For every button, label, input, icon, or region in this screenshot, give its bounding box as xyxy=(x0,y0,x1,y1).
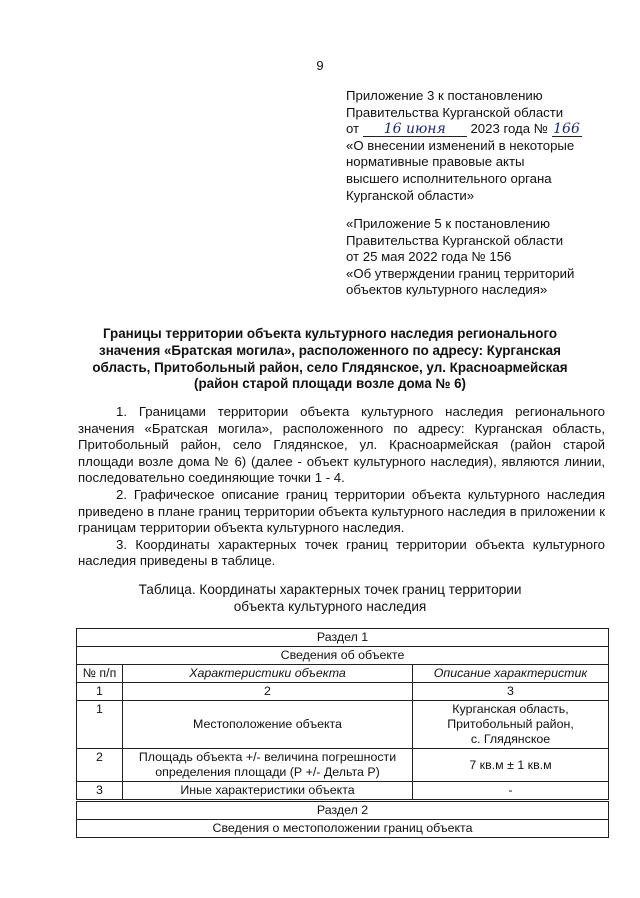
numbering-cell: 2 xyxy=(123,683,413,701)
characteristic-line: определения площади (Р +/- Дельта Р) xyxy=(155,765,380,779)
numbering-cell: 3 xyxy=(413,683,609,701)
title-line: (район старой площади возле дома № 6) xyxy=(193,376,467,392)
appendix-subject-line: Курганской области» xyxy=(346,187,475,203)
table-row xyxy=(77,647,609,665)
header-cell: № п/п xyxy=(77,665,123,683)
description-line: с. Глядянское xyxy=(470,732,551,746)
characteristic-line: Площадь объекта +/- величина погрешности xyxy=(138,750,397,764)
section-1-heading: Раздел 1 xyxy=(77,629,609,647)
header-cell: Описание характеристик xyxy=(413,665,609,683)
numbering-cell: 1 xyxy=(77,683,123,701)
paragraph-2: 2. Графическое описание границ территории объекта культурного наследия приведено в плане границ территории объекта культурного наследия в приложении к границам территории объекта культурного наследия. xyxy=(78,486,605,536)
paragraph-3: 3. Координаты характерных точек границ территории объекта культурного наследия приведены в таблице. xyxy=(78,536,605,569)
title-line: область, Притобольный район, село Глядянское, ул. Красноармейская xyxy=(92,359,568,375)
row-description xyxy=(413,701,609,749)
date-middle: 2023 года № xyxy=(470,121,548,137)
row-characteristic: Иные характеристики объекта xyxy=(123,782,413,801)
row-characteristic xyxy=(123,749,413,782)
title-line: Границы территории объекта культурного наследия регионального xyxy=(102,326,558,341)
table-caption xyxy=(70,582,590,615)
table-row xyxy=(77,801,609,820)
table-row xyxy=(77,701,609,749)
appendix-line: объектов культурного наследия» xyxy=(346,282,548,298)
table-row xyxy=(77,782,609,801)
header-cell: Характеристики объекта xyxy=(123,665,413,683)
section-2-subtitle: Сведения о местоположении границ объекта xyxy=(77,820,609,838)
page-number: 9 xyxy=(316,58,324,73)
appendix-current-header xyxy=(346,88,616,204)
row-number: 2 xyxy=(77,749,123,782)
date-prefix: от xyxy=(346,121,360,137)
handwritten-number: 166 xyxy=(553,121,580,138)
table-row xyxy=(77,629,609,647)
description-line: Притобольный район, xyxy=(447,717,574,731)
document-title xyxy=(70,326,590,393)
appendix-date-line xyxy=(346,121,616,138)
appendix-line: от 25 мая 2022 года № 156 xyxy=(346,249,512,265)
appendix-subject-line: высшего исполнительного органа xyxy=(346,170,552,186)
appendix-line: Приложение 3 к постановлению xyxy=(346,88,543,103)
appendix-line: «Приложение 5 к постановлению xyxy=(346,216,550,231)
appendix-line: Правительства Курганской области xyxy=(346,104,564,120)
table-row xyxy=(77,749,609,782)
caption-line: Таблица. Координаты характерных точек границ территории xyxy=(138,582,522,597)
appendix-subject-line: нормативные правовые акты xyxy=(346,154,525,170)
row-number: 3 xyxy=(77,782,123,801)
row-description: - xyxy=(413,782,609,801)
paragraph-1: 1. Границами территории объекта культурного наследия регионального значения «Братская могила», расположенного по адресу: Курганская область, Притобольный район, село Глядянское, ул. Красноармейская (район старой площади возле дома № 6) (далее - объект культурного наследия), являются линии, последовательно соединяющие точки 1 - 4. xyxy=(78,404,605,486)
appendix-line: «Об утверждении границ территорий xyxy=(346,265,575,281)
table-row xyxy=(77,820,609,838)
row-number: 1 xyxy=(77,701,123,749)
appendix-subject-line: «О внесении изменений в некоторые xyxy=(346,137,575,153)
row-characteristic: Местоположение объекта xyxy=(123,701,413,749)
handwritten-date: 16 июня xyxy=(363,123,467,137)
appendix-line: Правительства Курганской области xyxy=(346,232,564,248)
table-header-row xyxy=(77,665,609,683)
row-description: 7 кв.м ± 1 кв.м xyxy=(413,749,609,782)
object-info-table xyxy=(76,628,609,838)
caption-line: объекта культурного наследия xyxy=(233,598,427,614)
document-body xyxy=(78,404,605,570)
description-line: Курганская область, xyxy=(452,702,569,716)
appendix-original-header xyxy=(346,216,616,299)
title-line: значения «Братская могила», расположенного по адресу: Курганская xyxy=(99,342,561,358)
table-numbering-row xyxy=(77,683,609,701)
section-1-subtitle: Сведения об объекте xyxy=(77,647,609,665)
section-2-heading: Раздел 2 xyxy=(77,801,609,820)
